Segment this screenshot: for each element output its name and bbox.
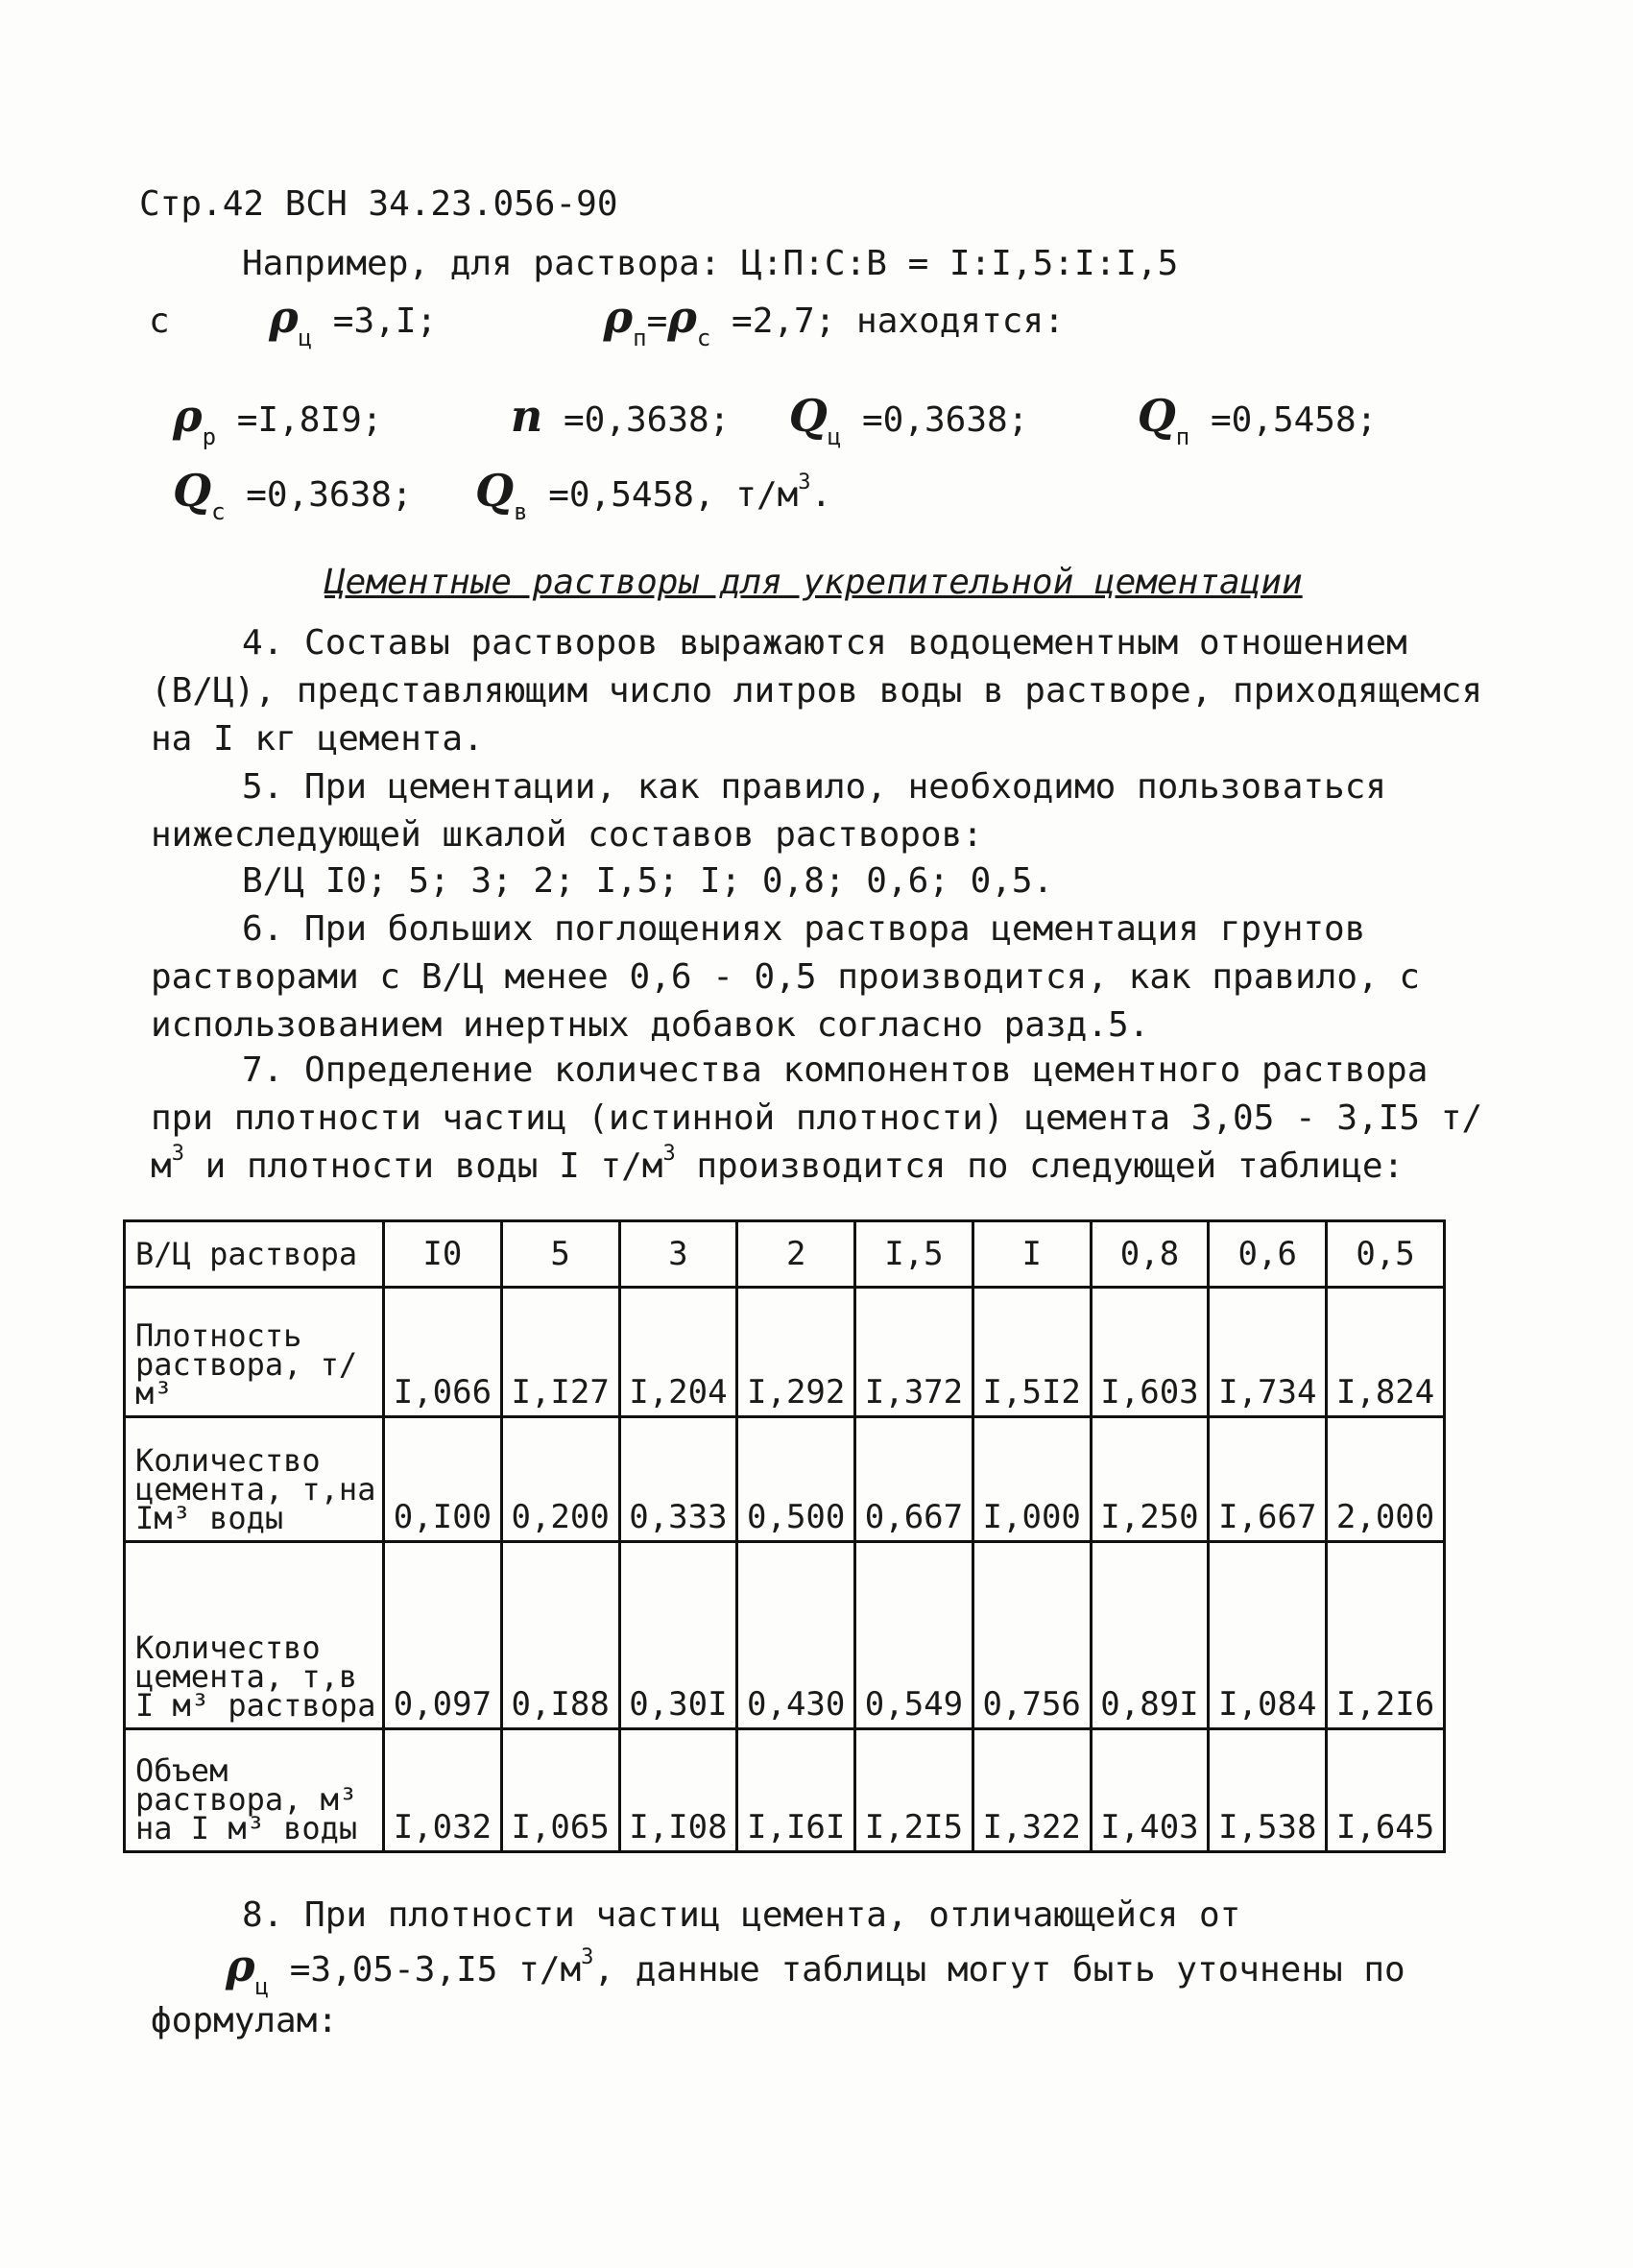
paragraph-4: 4. Составы растворов выражаются водоцементным отношением (В/Ц), представляющим число литров воды в растворе, приходящемся на I кг цемента. [151,623,1483,759]
table-cell: 0,500 [737,1417,855,1542]
header-label-cell: В/Ц раствора [125,1221,384,1288]
table-cell: 0,I00 [384,1417,502,1542]
paragraph-8-rest: , данные таблицы могут быть уточнены по [593,1950,1405,1990]
example-formula-line-2 [173,390,1378,450]
q-v-end: . [810,475,832,515]
rho-subscript: п [633,325,647,351]
superscript: 3 [581,1945,594,1969]
table-cell: I,322 [973,1729,1091,1852]
table-cell: I,645 [1327,1729,1445,1852]
paragraph-8-line-1: 8. При плотности частиц цемента, отличающейся от [242,1895,1241,1935]
rho-range-value: =3,05-3,I5 т/м [289,1950,582,1990]
row-label: Количество цемента, т,в I м³ раствора [125,1542,384,1729]
equals-sign: = [646,302,668,341]
table-cell: I,065 [501,1729,619,1852]
paragraph-7-part-b: и плотности воды I т/м [183,1146,663,1186]
header-cell: 0,5 [1327,1221,1445,1288]
header-cell: I [973,1221,1091,1288]
header-cell: 3 [619,1221,737,1288]
table-cell: I,824 [1327,1288,1445,1417]
rho-p-rho-s-value: =2,7; находятся: [732,302,1065,341]
table-cell: 0,667 [855,1417,973,1542]
table-row [125,1542,1445,1729]
q-s-value: =0,3638; [246,475,413,515]
page-header: Стр.42 ВСН 34.23.056-90 [139,184,618,224]
paragraph-8-line-3: формулам: [151,2001,339,2040]
table-cell: I,2I6 [1327,1542,1445,1729]
row-label: Количество цемента, т,на Iм³ воды [125,1417,384,1542]
table-cell: 0,756 [973,1542,1091,1729]
table-cell: 2,000 [1327,1417,1445,1542]
header-cell: 0,6 [1209,1221,1327,1288]
rho-symbol: ρ [173,390,203,442]
rho-symbol: ρ [603,291,634,343]
table-cell: I,603 [1091,1288,1209,1417]
q-subscript: в [514,498,528,525]
rho-subscript: с [696,325,711,351]
table-cell: I,000 [973,1417,1091,1542]
rho-subscript: ц [254,1973,270,2000]
table-cell: I,2I5 [855,1729,973,1852]
q-v-value: =0,5458, т/м [548,475,799,515]
q-subscript: п [1175,423,1190,450]
header-cell: 2 [737,1221,855,1288]
table-cell: I,250 [1091,1417,1209,1542]
q-subscript: с [211,498,226,525]
table-cell: I,I6I [737,1729,855,1852]
superscript: 3 [662,1142,676,1166]
table-cell: I,372 [855,1288,973,1417]
example-formula-line-1 [149,293,1065,349]
rho-r-value: =I,8I9; [236,400,383,440]
n-symbol: n [510,390,543,442]
rho-symbol: ρ [269,291,299,343]
composition-table [123,1219,1446,1853]
header-cell: I,5 [855,1221,973,1288]
q-symbol: Q [1137,390,1176,442]
paragraph-6: 6. При больших поглощениях раствора цементация грунтов растворами с В/Ц менее 0,6 - 0,5 производится, как правило, с использованием инертных добавок согласно разд.5. [151,909,1421,1045]
paragraph-7-part-a: 7. Определение количества компонентов цементного раствора при плотности частиц (истинной плотности) цемента 3,05 - 3,I5 т/м [151,1050,1483,1186]
paragraph-8-line-2 [226,1942,1405,1999]
rho-symbol: ρ [667,291,697,343]
q-p-value: =0,5458; [1210,400,1378,440]
table-cell: I,032 [384,1729,502,1852]
rho-subscript: р [202,423,217,450]
table-cell: I,667 [1209,1417,1327,1542]
rho-c-value: =3,I; [332,302,438,341]
row-label: Плотность раствора, т/м³ [125,1288,384,1417]
table-cell: 0,89I [1091,1542,1209,1729]
n-value: =0,3638; [563,400,731,440]
table-cell: 0,30I [619,1542,737,1729]
table-row [125,1729,1445,1852]
superscript: 3 [798,470,811,495]
q-symbol: Q [788,390,828,442]
table-header-row [125,1221,1445,1288]
table-cell: I,I27 [501,1288,619,1417]
paragraph-5-scale: В/Ц I0; 5; 3; 2; I,5; I; 0,8; 0,6; 0,5. [242,861,1054,901]
section-title: Цементные растворы для укрепительной цементации [324,563,1303,602]
q-symbol: Q [474,465,515,517]
table-cell: I,734 [1209,1288,1327,1417]
q-symbol: Q [173,465,212,517]
superscript: 3 [171,1142,184,1166]
table-cell: I,066 [384,1288,502,1417]
table-cell: I,I08 [619,1729,737,1852]
example-formula-line-3 [173,467,831,524]
table-cell: 0,I88 [501,1542,619,1729]
table-cell: 0,430 [737,1542,855,1729]
table-cell: I,403 [1091,1729,1209,1852]
table-row [125,1288,1445,1417]
q-c-value: =0,3638; [861,400,1029,440]
table-cell: I,204 [619,1288,737,1417]
rho-subscript: ц [298,325,313,351]
table-cell: 0,097 [384,1542,502,1729]
paragraph-7 [151,1047,1485,1195]
example-line: Например, для раствора: Ц:П:С:В = I:I,5:I:I,5 [242,244,1179,283]
table-cell: 0,333 [619,1417,737,1542]
prefix-text: с [149,302,170,341]
table-row [125,1417,1445,1542]
table-cell: 0,549 [855,1542,973,1729]
table-cell: I,292 [737,1288,855,1417]
paragraph-5: 5. При цементации, как правило, необходимо пользоваться нижеследующей шкалой составов растворов: [151,767,1387,855]
table-cell: I,538 [1209,1729,1327,1852]
rho-symbol: ρ [226,1940,255,1991]
header-cell: 5 [501,1221,619,1288]
table-cell: 0,200 [501,1417,619,1542]
header-cell: I0 [384,1221,502,1288]
header-cell: 0,8 [1091,1221,1209,1288]
table-cell: I,5I2 [973,1288,1091,1417]
paragraph-7-part-c: производится по следующей таблице: [675,1146,1405,1186]
row-label: Объем раствора, м³ на I м³ воды [125,1729,384,1852]
q-subscript: ц [827,423,842,450]
table-cell: I,084 [1209,1542,1327,1729]
